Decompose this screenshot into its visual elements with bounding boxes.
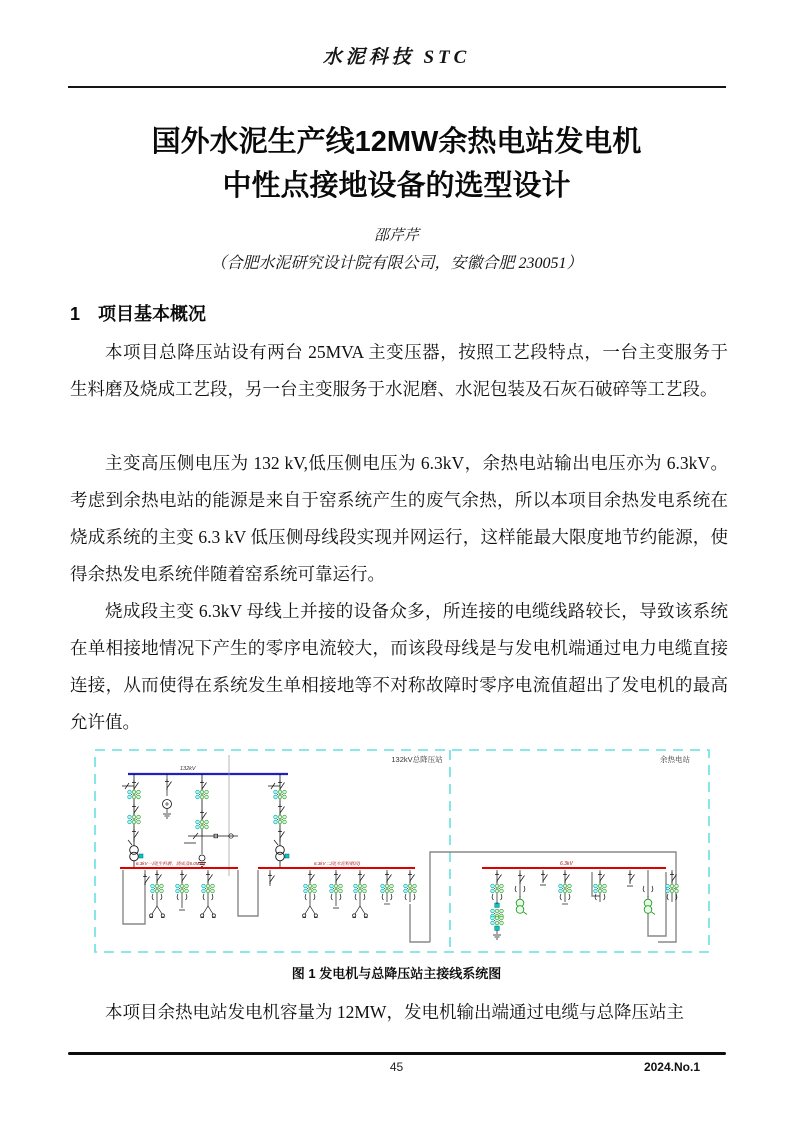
- bus1-feeders: [143, 870, 216, 918]
- article-title-line1: 国外水泥生产线12MW余热电站发电机: [151, 126, 642, 158]
- header-rule: [68, 86, 726, 88]
- bus2-feeders: [268, 870, 416, 918]
- lv-bus-3-label: 6.3kV: [560, 861, 573, 867]
- article-title-line2: 中性点接地设备的选型设计: [222, 170, 571, 202]
- station-right-label: 余热电站: [660, 755, 690, 764]
- cable-routing: [123, 852, 676, 942]
- article-title: [0, 120, 793, 208]
- figure-1: [92, 746, 712, 956]
- main-transformer-feeder-1: [122, 774, 143, 868]
- issue-label: 2024.No.1: [643, 1060, 700, 1074]
- paragraph-3: 烧成段主变 6.3kV 母线上并接的设备众多，所连接的电缆线路较长，导致该系统在单相接地情况下产生的零序电流较大，而该段母线是与发电机端通过电力电缆直接连接，从而使得在系统发生单相接地等不对称故障时零序电流值超出了发电机的最高允许值。: [70, 601, 728, 732]
- page-number: 45: [389, 1060, 404, 1074]
- generator-neutral-grounding-stack: [491, 870, 504, 939]
- figure-caption: 图 1 发电机与总降压站主接线系统图: [291, 966, 502, 981]
- journal-title: 水泥科技 STC: [322, 47, 471, 68]
- footer-rule: [68, 1052, 726, 1055]
- main-transformer-feeder-2: [268, 774, 289, 868]
- hv-section-feeder: [184, 774, 238, 867]
- section-heading: 1 项目基本概况: [70, 304, 207, 324]
- author-name: 邵芹芹: [373, 228, 419, 244]
- lv-bus-2-label: 6.3kV二段(水泥粉磨段): [314, 861, 361, 866]
- paragraph-1: 本项目总降压站设有两台 25MVA 主变压器，按照工艺段特点，一台主变服务于生料磨及烧成工艺段，另一台主变服务于水泥磨、水泥包装及石灰石破碎等工艺段。: [70, 342, 728, 399]
- single-line-diagram: [92, 746, 712, 956]
- hv-bus-label: 132kV: [180, 766, 196, 772]
- station-left-label: 132kV总降压站: [391, 755, 443, 764]
- author-affiliation: （合肥水泥研究设计院有限公司，安徽合肥 230051）: [210, 255, 583, 272]
- paragraph-2: 主变高压侧电压为 132 kV,低压侧电压为 6.3kV，余热电站输出电压亦为 6.3kV。考虑到余热电站的能源是来自于窑系统产生的废气余热，所以本项目余热发电系统在烧成系统的主变 6.3 kV 低压侧母线段实现并网运行，这样能最大限度地节约能源，使得余热发电系统伴随着窑系统可靠运行。: [70, 453, 728, 584]
- pt-feeder: [163, 774, 172, 818]
- station-boundary-box: [95, 750, 709, 952]
- lv-bus-1-label: 6.3kV一段(生料磨、烧成及6.0MW): [136, 861, 206, 866]
- bus3-feeders: [491, 870, 679, 939]
- paragraph-4: 本项目余热电站发电机容量为 12MW，发电机输出端通过电缆与总降压站主: [105, 1002, 684, 1022]
